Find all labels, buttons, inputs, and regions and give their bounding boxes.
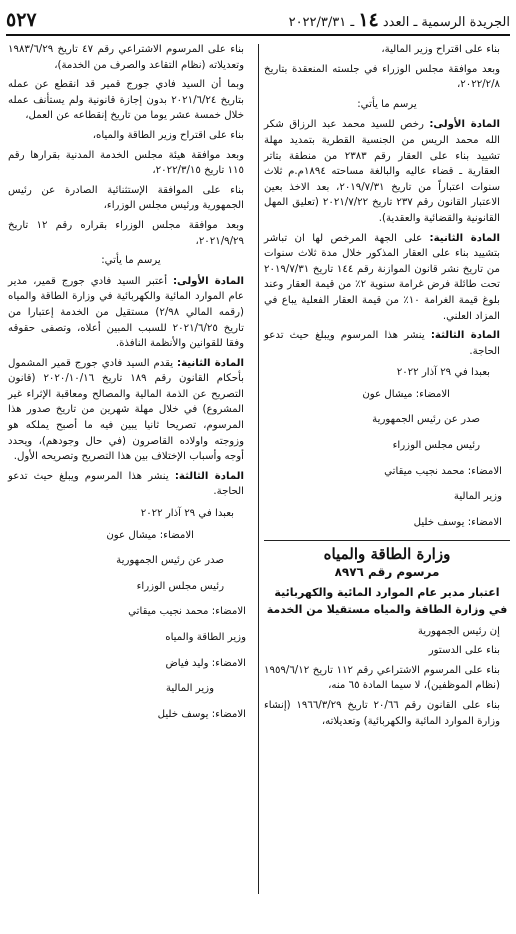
gazette-name: الجريدة الرسمية ـ العدد [382,15,510,30]
signature-line: الامضاء: يوسف خليل [157,708,246,720]
page-header [6,6,510,36]
article-label: المادة الأولى: [172,275,244,287]
decree-number: مرسوم رقم ٨٩٧٦ [334,565,440,580]
issue-date: ـ ٢٠٢٢/٣/٣١ [288,15,355,30]
paragraph: بناء على القانون رقم ٢٠/٦٦ تاريخ ١٩٦٦/٣/٢٩ (إنشاء وزارة الموارد المائية والكهربائية) وتعديلاته، [264,700,500,727]
article: المادة الثانية: يقدم السيد فادي جورج قمير المشمول بأحكام القانون رقم ١٨٩ تاريخ ٢٠٢٠/١٠/١٦ (قانون التصريح عن الذمة المالية والمصالح ومعاقبة الإثراء غير المشروع) في خلال مهلة شهرين من تاريخ صدور هذا المرسوم، تصريحا ثانيا يبين فيه ما أصبح يملكه هو وزوجته واولاده القاصرون (في حال وجودهم)، ويحدد أوجه وأسباب الإختلاف بين هذا التصريح وتصريحه الأول. [8,357,244,463]
signature-line: صدر عن رئيس الجمهورية [116,555,224,567]
paragraph: إن رئيس الجمهورية [417,625,500,637]
decree-title: اعتبار مدير عام الموارد المائية والكهربائية في وزارة الطاقة والمياه مستقيلا من الخدمة [266,585,508,616]
decree-heading: يرسم ما يأتي: [101,255,161,267]
paragraph: بناء على المرسوم الاشتراعي رقم ١١٢ تاريخ ١٩٥٩/٦/١٢ (نظام الموظفين)، لا سيما المادة ٦٥ منه، [264,664,500,692]
signature-line: صدر عن رئيس الجمهورية [372,414,480,426]
section-separator [264,540,510,541]
paragraph: بناء على اقتراح وزير الطاقة والمياه، [92,129,244,141]
article-label: المادة الثانية: [177,357,244,369]
signature-line: الامضاء: يوسف خليل [413,516,502,528]
article-label: المادة الأولى: [429,119,500,131]
left-column [8,42,254,732]
signature-line: الامضاء: محمد نجيب ميقاتي [384,465,502,477]
article: المادة الثالثة: ينشر هذا المرسوم ويبلغ حيث تدعو الحاجة. [8,470,244,498]
article-label: المادة الثالثة: [174,470,244,482]
right-column [264,42,510,733]
signature-line: وزير الطاقة والمياه [165,632,246,643]
gazette-title [289,9,510,31]
paragraph: بناء على المرسوم الاشتراعي رقم ٤٧ تاريخ ١٩٨٣/٦/٢٩ وتعديلاته (نظام التقاعد والصرف من الخدمة)، [8,44,244,71]
signing-place-date: بعبدا في ٢٩ آذار ٢٠٢٢ [140,508,234,520]
signature-line: الامضاء: ميشال عون [106,529,194,541]
issue-number: ١٤ [358,9,379,31]
signature-line: وزير المالية [165,683,214,695]
signature-line: الامضاء: وليد فياض [165,657,246,669]
article-label: المادة الثالثة: [430,330,500,342]
decree-heading: يرسم ما يأتي: [357,98,417,110]
article: المادة الأولى: أعتبر السيد فادي جورج قمير، مدير عام الموارد المائية والكهربائية في وزارة الطاقة والمياه (رقمه المالي ٢/٩٨) مستقيل من الخدمة إعتبارا من تاريخ ٢٠٢١/٦/٢٥ للسبب المبين أعلاه، وتصفى حقوقه وفقا للقوانين والأنظمة النافذة. [8,275,245,350]
signature-line: رئيس مجلس الوزراء [136,580,224,592]
page-number: ٥٢٧ [6,9,37,31]
article: المادة الثالثة: ينشر هذا المرسوم ويبلغ حيث تدعو الحاجة. [264,330,500,357]
signature-line: وزير المالية [453,491,502,503]
paragraph: وبعد موافقة مجلس الوزراء بقراره رقم ١٢ تاريخ ٢٠٢١/٩/٢٩، [8,219,244,247]
paragraph: بناء على الدستور [428,645,500,657]
article: المادة الأولى: رخص للسيد محمد عبد الرزاق شكر الله محمد الريس من الجنسية القطرية بتمديد مهلة تشييد بناء على العقار رقم ٢٣٨٣ من منطقة بتاتر العقارية ـ قضاء عاليه والبالغة مساحته ١٨٩٤م.م ثلاث سنوات اعتباراً من تاريخ ٢٠١٩/٧/٣١، بعد الاخذ بعين الاعتبار القانون رقم ٢٣٧ تاريخ ٢٠٢١/٧/٢٢ (تعليق المهل القانونية والقضائية والعقدية). [264,119,500,224]
paragraph: وبعد موافقة هيئة مجلس الخدمة المدنية بقرارها رقم ١١٥ تاريخ ٢٠٢٢/٣/١٥، [8,149,244,177]
ministry-title: وزارة الطاقة والمياه [323,545,451,564]
paragraph: بناء على الموافقة الإستثنائية الصادرة عن رئيس الجمهورية ورئيس مجلس الوزراء، [8,184,244,212]
signature-line: الامضاء: محمد نجيب ميقاتي [128,606,246,618]
paragraph: وبعد موافقة مجلس الوزراء في جلسته المنعقدة بتاريخ ٢٠٢٢/٢/٨، [264,63,500,91]
paragraph: بناء على اقتراح وزير المالية، [381,44,500,55]
article: المادة الثانية: على الجهة المرخص لها ان تباشر بتشييد بناء على العقار المذكور خلال مدة ثلاث سنوات من تاريخ نشر قانون الموازنة رقم ١٤٤ تاريخ ٢٠١٩/٧/٣١ تحت طائلة فرض غرامة سنوية ٢٪ من قيمة العقار وعند بلوغ قيمة الغرامة ١٠٪ من قيمة العقار الفعلية يباع في المزاد العلني. [264,232,500,322]
signing-place-date: بعبدا في ٢٩ آذار ٢٠٢٢ [396,367,490,379]
article-label: المادة الثانية: [429,232,500,244]
signature-line: الامضاء: ميشال عون [362,388,450,400]
paragraph: وبما أن السيد فادي جورج قمير قد انقطع عن عمله بتاريخ ٢٠٢١/٦/٢٤ بدون إجازة قانونية ولم يستأنف عمله خلال خمسة عشر يوما من تاريخ إنقطاعه عن العمل، [8,79,244,122]
column-divider [258,44,259,894]
signature-line: رئيس مجلس الوزراء [392,440,480,452]
